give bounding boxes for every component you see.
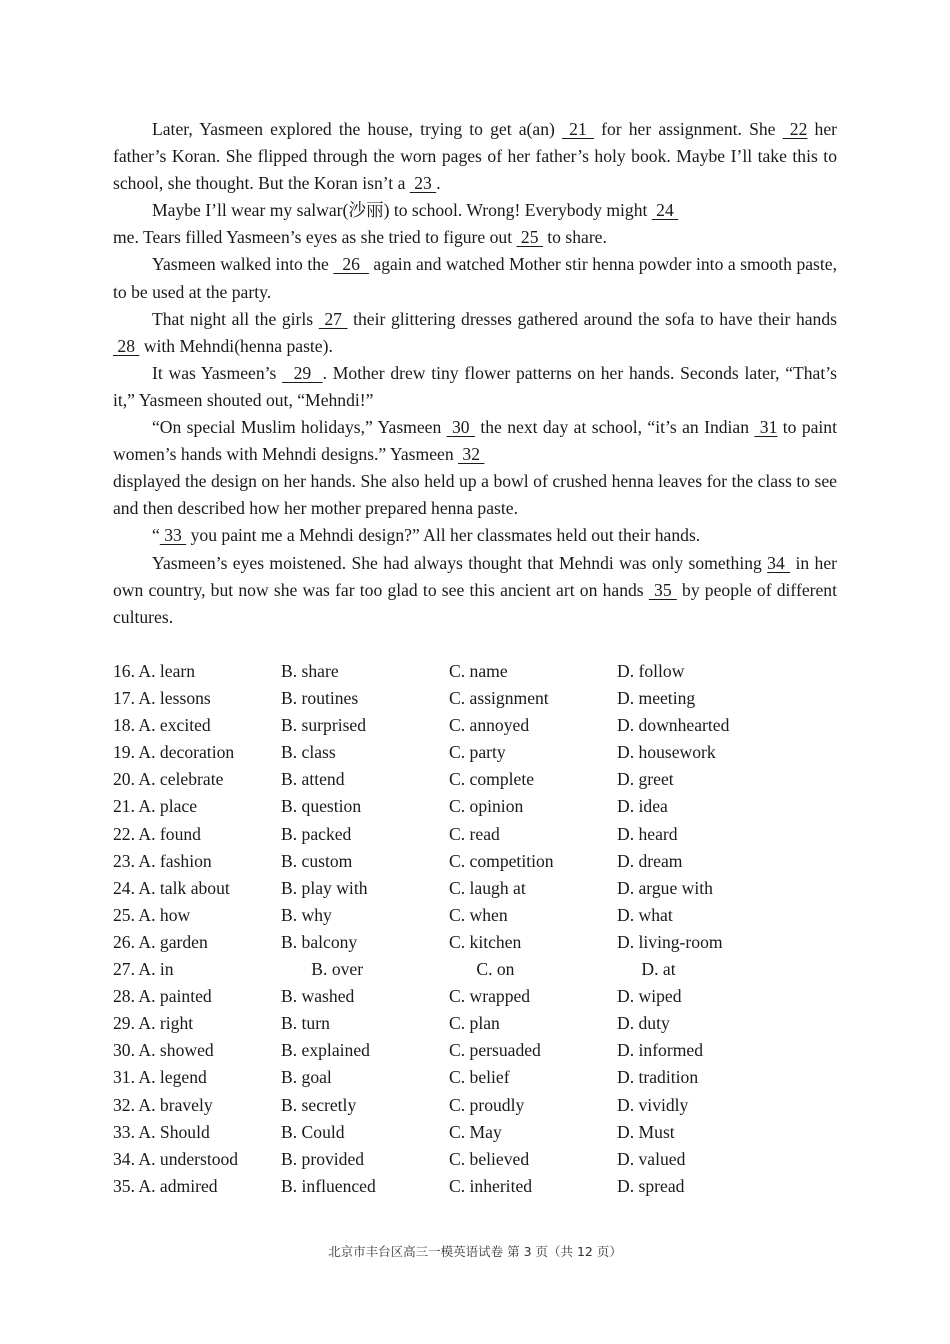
option-c: C. party: [449, 742, 506, 763]
option-d: D. heard: [617, 823, 678, 844]
option-c: C. read: [449, 823, 500, 844]
question-options-23: [113, 848, 837, 875]
option-a: 28. A. painted: [113, 986, 212, 1007]
answer-options: [113, 658, 837, 1200]
option-c: C. kitchen: [449, 931, 522, 952]
option-c: C. annoyed: [449, 715, 530, 736]
text: “: [152, 525, 160, 546]
option-c: C. when: [449, 904, 508, 925]
option-b: B. custom: [281, 850, 353, 871]
paragraph: [113, 306, 837, 360]
question-options-35: [113, 1173, 837, 1200]
option-d: D. idea: [617, 796, 668, 817]
option-b: B. packed: [281, 823, 352, 844]
text: her father’s Koran. She flipped through the worn pages of her father’s holy book. Maybe I’ll take this to school, she thought. But the Koran isn’t a: [113, 119, 837, 194]
option-b: B. surprised: [281, 715, 367, 736]
option-a: 16. A. learn: [113, 661, 196, 681]
question-options-18: [113, 712, 837, 739]
option-b: B. explained: [281, 1040, 370, 1061]
text: Maybe I’ll wear my salwar(沙丽) to school. Wrong! Everybody might: [152, 200, 652, 221]
text: displayed the design on her hands. She also held up a bowl of crushed henna leaves for the class to see and then described how her mother prepared henna paste.: [113, 471, 837, 519]
text: me. Tears filled Yasmeen’s eyes as she tried to figure out: [113, 227, 517, 248]
option-b: B. question: [281, 796, 362, 817]
option-d: D. what: [617, 904, 673, 925]
option-d: D. meeting: [617, 688, 696, 709]
text: by people of different cultures.: [113, 579, 837, 627]
option-b: B. routines: [281, 688, 359, 709]
question-options-16: [113, 658, 837, 685]
option-c: C. laugh at: [449, 877, 526, 898]
paragraph: [113, 251, 837, 305]
blank-29: 29: [282, 362, 323, 383]
page-footer: 北京市丰台区高三一模英语试卷 第 3 页（共 12 页）: [328, 1244, 622, 1259]
paragraph: [113, 550, 837, 631]
text: the next day at school, “it’s an Indian: [474, 417, 755, 438]
question-options-24: [113, 875, 837, 902]
question-options-20: [113, 766, 837, 793]
cloze-passage: [113, 116, 837, 631]
text: “On special Muslim holidays,” Yasmeen: [152, 417, 447, 438]
option-d: D. dream: [617, 850, 683, 871]
option-a: 30. A. showed: [113, 1040, 214, 1061]
blank-34: 34: [767, 552, 791, 573]
blank-35: 35: [648, 579, 677, 600]
option-a: 25. A. how: [113, 904, 191, 925]
option-d: D. living-room: [617, 931, 723, 952]
option-d: D. informed: [617, 1040, 703, 1061]
option-d: D. greet: [617, 769, 674, 790]
option-c: C. on: [476, 959, 515, 980]
option-a: 33. A. Should: [113, 1121, 210, 1142]
option-a: 24. A. talk about: [113, 877, 230, 898]
text: to share.: [542, 227, 607, 248]
paragraph: [113, 197, 837, 224]
option-a: 32. A. bravely: [113, 1094, 213, 1115]
blank-22: 22: [782, 119, 808, 139]
option-c: C. inherited: [449, 1175, 533, 1196]
option-b: B. washed: [281, 986, 355, 1007]
paragraph: [113, 224, 837, 251]
question-options-22: [113, 821, 837, 848]
option-b: B. secretly: [281, 1094, 357, 1115]
option-d: D. housework: [617, 742, 716, 763]
option-a: 17. A. lessons: [113, 688, 211, 709]
option-c: C. assignment: [449, 688, 549, 709]
option-c: C. wrapped: [449, 986, 531, 1007]
option-d: D. spread: [617, 1175, 685, 1196]
option-a: 19. A. decoration: [113, 742, 235, 763]
text: Later, Yasmeen explored the house, trying to get a(an): [152, 119, 563, 139]
option-d: D. at: [641, 959, 676, 980]
text: to paint women’s hands with Mehndi designs.” Yasmeen: [113, 417, 837, 465]
option-d: D. vividly: [617, 1094, 689, 1115]
question-options-33: [113, 1119, 837, 1146]
text: That night all the girls: [152, 308, 319, 329]
option-b: B. provided: [281, 1148, 365, 1169]
option-d: D. duty: [617, 1013, 670, 1034]
text: Yasmeen walked into the: [152, 254, 334, 275]
option-c: C. plan: [449, 1013, 500, 1034]
text: you paint me a Mehndi design?” All her classmates held out their hands.: [186, 525, 701, 546]
option-a: 21. A. place: [113, 796, 198, 817]
option-a: 22. A. found: [113, 823, 201, 844]
option-a: 27. A. in: [113, 959, 174, 980]
option-c: C. competition: [449, 850, 554, 871]
paragraph: [113, 522, 837, 549]
option-a: 31. A. legend: [113, 1067, 207, 1088]
option-c: C. complete: [449, 769, 535, 790]
blank-28: 28: [113, 335, 140, 356]
option-b: B. share: [281, 661, 339, 681]
option-b: B. Could: [281, 1121, 345, 1142]
blank-33: 33: [159, 525, 187, 546]
option-d: D. argue with: [617, 877, 713, 898]
text: for her assignment. She: [593, 119, 783, 139]
option-d: D. valued: [617, 1148, 686, 1169]
option-a: 26. A. garden: [113, 931, 208, 952]
blank-27: 27: [318, 308, 348, 329]
option-b: B. goal: [281, 1067, 332, 1088]
question-options-19: [113, 739, 837, 766]
option-a: 23. A. fashion: [113, 850, 212, 871]
text: their glittering dresses gathered around the sofa to have their hands: [347, 308, 837, 329]
question-options-25: [113, 902, 837, 929]
blank-31: 31: [754, 417, 778, 438]
option-d: D. tradition: [617, 1067, 699, 1088]
option-b: B. play with: [281, 877, 368, 898]
blank-25: 25: [516, 227, 543, 248]
blank-23: 23: [409, 173, 437, 194]
option-c: C. believed: [449, 1148, 530, 1169]
option-b: B. class: [281, 742, 336, 763]
question-options-32: [113, 1092, 837, 1119]
option-a: 20. A. celebrate: [113, 769, 224, 790]
text: with Mehndi(henna paste).: [139, 335, 333, 356]
option-a: 29. A. right: [113, 1013, 194, 1034]
blank-26: 26: [333, 254, 369, 275]
option-b: B. balcony: [281, 931, 358, 952]
option-d: D. downhearted: [617, 715, 730, 736]
question-options-29: [113, 1010, 837, 1037]
question-options-21: [113, 793, 837, 820]
question-options-30: [113, 1037, 837, 1064]
option-d: D. wiped: [617, 986, 682, 1007]
question-options-27: [113, 956, 837, 983]
text: again and watched Mother stir henna powder into a smooth paste, to be used at the party.: [113, 254, 838, 302]
option-d: D. Must: [617, 1121, 675, 1142]
question-options-26: [113, 929, 837, 956]
paragraph: [113, 468, 837, 522]
text: in her own country, but now she was far too glad to see this ancient art on hands: [113, 552, 837, 600]
option-c: C. persuaded: [449, 1040, 541, 1061]
paragraph: [113, 414, 837, 468]
blank-32: 32: [458, 444, 485, 465]
blank-30: 30: [446, 417, 475, 438]
text: Yasmeen’s eyes moistened. She had always thought that Mehndi was only something: [152, 552, 768, 573]
option-a: 35. A. admired: [113, 1175, 218, 1196]
option-c: C. name: [449, 661, 508, 681]
option-a: 18. A. excited: [113, 715, 211, 736]
option-b: B. influenced: [281, 1175, 376, 1196]
blank-24: 24: [651, 200, 679, 221]
option-b: B. attend: [281, 769, 345, 790]
option-a: 34. A. understood: [113, 1148, 239, 1169]
option-c: C. proudly: [449, 1094, 525, 1115]
option-b: B. turn: [281, 1013, 330, 1034]
option-c: C. belief: [449, 1067, 510, 1088]
paragraph: [113, 360, 837, 414]
text: .: [436, 173, 441, 194]
question-options-28: [113, 983, 837, 1010]
blank-21: 21: [562, 119, 594, 139]
option-b: B. why: [281, 904, 332, 925]
question-options-34: [113, 1146, 837, 1173]
option-b: B. over: [311, 959, 364, 980]
option-d: D. follow: [617, 661, 685, 681]
question-options-31: [113, 1064, 837, 1091]
question-options-17: [113, 685, 837, 712]
paragraph: [113, 116, 837, 197]
text: . Mother drew tiny flower patterns on her hands. Seconds later, “That’s it,” Yasmeen shouted out, “Mehndi!”: [113, 362, 837, 410]
option-c: C. May: [449, 1121, 502, 1142]
option-c: C. opinion: [449, 796, 524, 817]
text: It was Yasmeen’s: [152, 362, 283, 383]
